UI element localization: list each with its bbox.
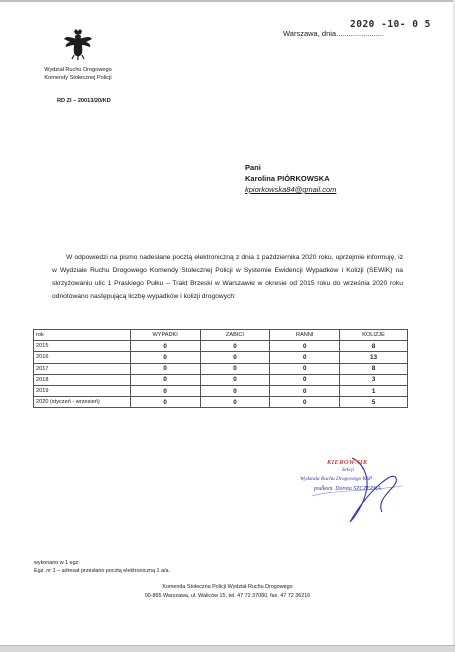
signature-name: podkom. Dorota SZCZEPKA — [314, 486, 381, 492]
table-row — [34, 341, 408, 352]
cell-year: 2017 — [34, 363, 131, 374]
cell-killed: 0 — [200, 397, 270, 408]
cell-collisions: 3 — [340, 374, 408, 385]
cell-year: 2015 — [34, 341, 131, 352]
cell-collisions: 8 — [340, 341, 408, 352]
cell-accidents: 0 — [130, 363, 200, 374]
cell-collisions: 5 — [340, 397, 408, 408]
header-accidents: WYPADKI — [130, 330, 200, 341]
signature-stamp — [292, 456, 412, 526]
cell-collisions: 1 — [340, 385, 408, 396]
letter-paragraph: W odpowiedzi na pismo nadesłane pocztą elektroniczną z dnia 1 października 2020 roku, uprzejmie informuję, iż w Wydziale Ruchu Drogowego Komendy Stołecznej Policji w Systemie Ewidencji Wypadków i Kolizji (SEWiK) na skrzyżowaniu ulic 1 Praskiego Pułku – Trakt Brzeski w Warszawie w okresie od 2015 roku do września 2020 roku odnotowano następującą liczbę wypadków i kolizji drogowych: — [52, 254, 403, 300]
table-header-row — [34, 330, 408, 341]
cell-year: 2019 — [34, 385, 131, 396]
addressee-surname: PIÓRKOWSKA — [277, 174, 330, 183]
cell-injured: 0 — [270, 397, 340, 408]
cell-collisions: 13 — [340, 352, 408, 363]
footer-line-1: Komenda Stołeczna Policji Wydział Ruchu Drogowego — [162, 584, 293, 590]
cell-injured: 0 — [270, 385, 340, 396]
letter-body — [52, 251, 403, 303]
signature-role: Sekcji — [342, 468, 354, 473]
footer-line-2: 00-865 Warszawa, ul. Waliców 15, tel. 47 72 37080, fax. 47 72 36216 — [144, 592, 311, 599]
table-row — [34, 363, 408, 374]
table-row — [34, 397, 408, 408]
organization-line-1: Wydział Ruchu Drogowego — [44, 67, 112, 73]
cell-injured: 0 — [270, 374, 340, 385]
cell-accidents: 0 — [130, 341, 200, 352]
received-date-stamp: 2020 -10- 0 5 — [350, 19, 431, 30]
cell-killed: 0 — [200, 385, 270, 396]
accident-statistics-table — [33, 329, 408, 408]
table-row — [34, 352, 408, 363]
cell-collisions: 8 — [340, 363, 408, 374]
addressee-salutation: Pani — [245, 163, 261, 172]
copies-note-line-1: wykonano w 1 egz. — [34, 560, 80, 566]
reference-number: RD ZI – 20013/20/KD — [57, 98, 111, 104]
cell-injured: 0 — [270, 341, 340, 352]
addressee-block — [245, 162, 336, 195]
header-killed: ZABICI — [200, 330, 270, 341]
cell-year: 2020 (styczeń - wrzesień) — [34, 397, 131, 408]
organization-header — [28, 67, 128, 82]
cell-accidents: 0 — [130, 397, 200, 408]
cell-year: 2016 — [34, 352, 131, 363]
cell-killed: 0 — [200, 341, 270, 352]
letter-footer — [0, 583, 455, 600]
cell-killed: 0 — [200, 363, 270, 374]
addressee-name — [245, 173, 336, 184]
addressee-first-name: Karolina — [245, 174, 276, 183]
header-injured: RANNI — [270, 330, 340, 341]
place-and-date: Warszawa, dnia....................... — [283, 29, 385, 38]
cell-injured: 0 — [270, 352, 340, 363]
copies-note — [34, 559, 170, 576]
scan-edge-top — [0, 0, 455, 2]
header-year: rok — [34, 330, 131, 341]
cell-killed: 0 — [200, 352, 270, 363]
cell-accidents: 0 — [130, 385, 200, 396]
cell-accidents: 0 — [130, 374, 200, 385]
cell-accidents: 0 — [130, 352, 200, 363]
cell-injured: 0 — [270, 363, 340, 374]
copies-note-line-2: Egz. nr 1 – adresat przesłano pocztą elektroniczną 1 a/a. — [34, 568, 171, 575]
header-collisions: KOLIZJE — [340, 330, 408, 341]
table-row — [34, 385, 408, 396]
polish-eagle-emblem-icon — [63, 28, 93, 60]
table-row — [34, 374, 408, 385]
signature-unit: Wydziału Ruchu Drogowego KSP — [300, 476, 373, 482]
signature-title: KIEROWNIK — [327, 459, 368, 466]
cell-year: 2018 — [34, 374, 131, 385]
cell-killed: 0 — [200, 374, 270, 385]
addressee-email: kpiorkowska84@gmail.com — [245, 185, 337, 194]
organization-line-2: Komendy Stołecznej Policji — [44, 74, 112, 81]
